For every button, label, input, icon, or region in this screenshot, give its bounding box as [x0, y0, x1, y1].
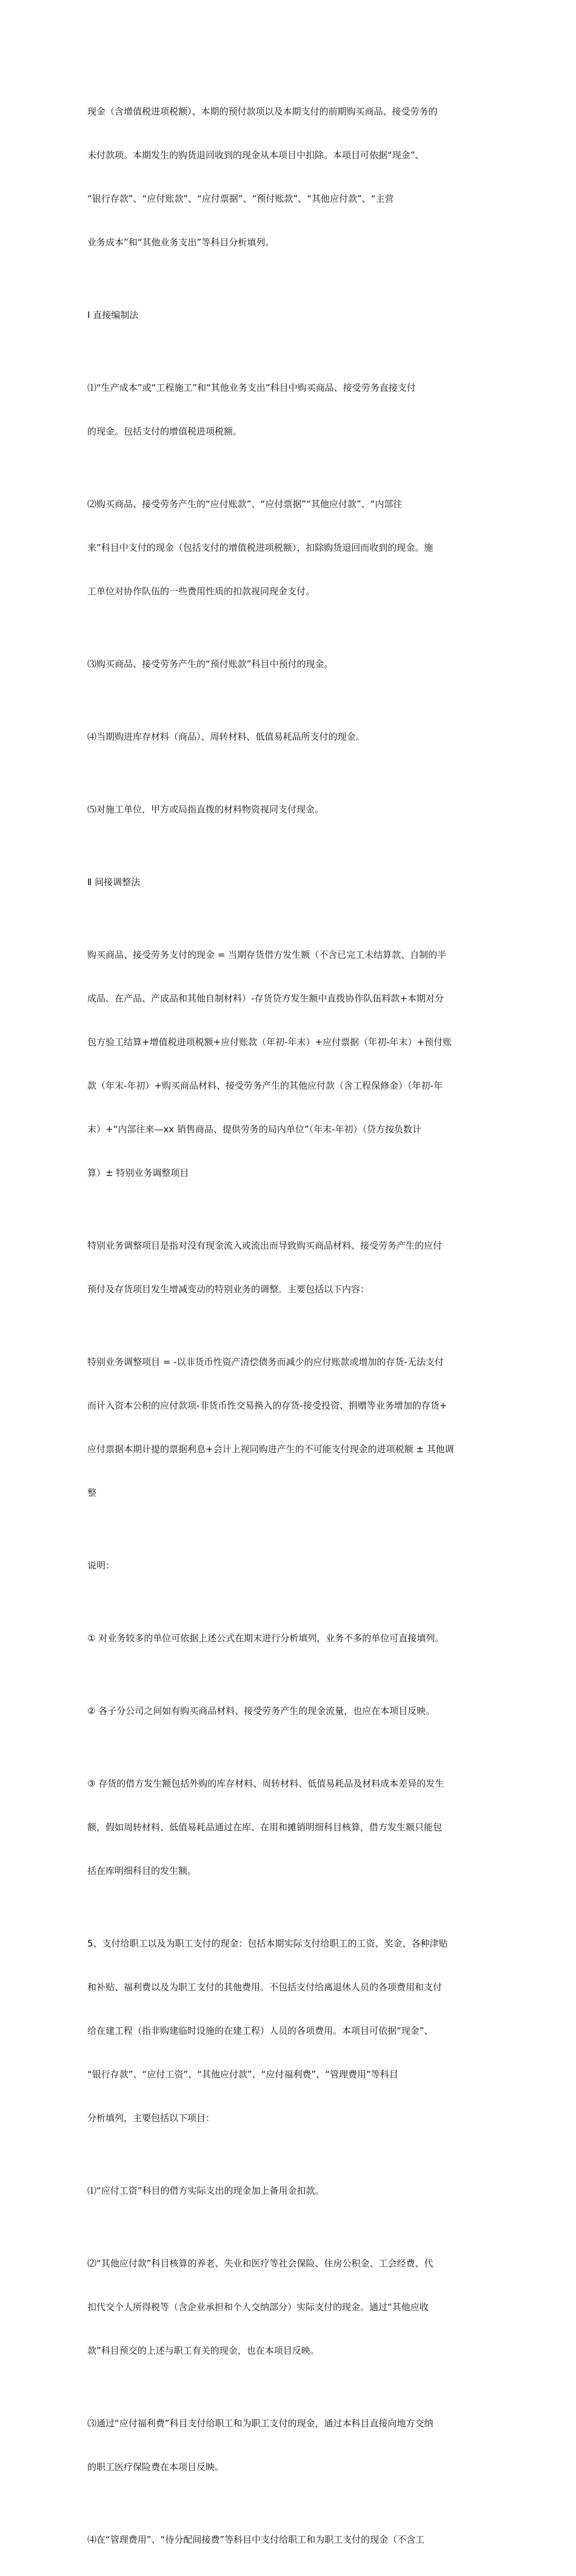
text-line: 整 [87, 1487, 97, 1498]
text-line: 的现金。包括支付的增值税进项税额。 [87, 426, 243, 437]
employee-item-4 [87, 2503, 490, 2576]
text-line: 来”科目中支付的现金（包括支付的增值税进项税额），扣除购货退回而收到的现金。施 [87, 542, 434, 553]
document-page [87, 75, 490, 2576]
note-item-3 [87, 1747, 490, 1907]
text-line: 工单位对协作队伍的一些费用性质的扣款视同现金支付。 [87, 586, 315, 597]
text-line: ⑸对施工单位，甲方或局指直拨的材料物资视同支付现金。 [87, 804, 324, 815]
employee-item-3 [87, 2387, 490, 2503]
text-line: Ⅰ 直接编制法 [87, 310, 139, 320]
text-line: ⑶通过“应付福利费”科目支付给职工和为职工支付的现金，通过本科目直接向地方交纳 [87, 2418, 434, 2429]
text-line: 算）± 特别业务调整项目 [87, 1167, 189, 1178]
text-line: 未付款项。本期发生的购货退回收到的现金从本项目中扣除。本项目可依据“现金”、 [87, 150, 424, 161]
text-line: “银行存款”、“应付账款”、“应付票据”、“预付账款”、“其他应付款”、“主营 [87, 193, 394, 204]
text-line: 包方验工结算+增值税进项税额+应付账款（年初-年末）+应付票据（年初-年末）+预付账 [87, 1037, 452, 1047]
text-line: 和补贴、福利费以及为职工支付的其他费用。不包括支付给离退休人员的各项费用和支付 [87, 1982, 443, 1993]
paragraph-employee-cash [87, 1907, 490, 2154]
heading-notes [87, 1529, 490, 1602]
list-item-2 [87, 468, 490, 628]
text-line: ⑶购买商品、接受劳务产生的“预付账款”科目中预付的现金。 [87, 659, 333, 669]
text-line: 5、支付给职工以及为职工支付的现金：包括本期实际支付给职工的工资、奖金、各种津贴 [87, 1938, 448, 1949]
text-line: “银行存款”、“应付工资”、“其他应付款”、“应付福利费”、“管理费用”等科目 [87, 2069, 398, 2080]
text-line: 现金（含增值税进项税额）、本期的预付款项以及本期支付的前期购买商品、接受劳务的 [87, 106, 438, 117]
text-line: 预付及存货项目发生增减变动的特别业务的调整。主要包括以下内容： [87, 1284, 370, 1295]
paragraph-purchase-cash-definition [87, 75, 490, 279]
text-line: 说明： [87, 1560, 115, 1571]
employee-item-2 [87, 2227, 490, 2387]
text-line: 额，假如周转材料、低值易耗品通过在库、在用和摊销明细科目核算，借方发生额只能包 [87, 1822, 443, 1833]
list-item-1 [87, 351, 490, 468]
text-line: 括在库明细科目的发生额。 [87, 1865, 197, 1876]
list-item-3 [87, 628, 490, 700]
text-line: 而计入资本公积的应付款项-非货币性交易换入的存货-接受投资、捐赠等业务增加的存货+ [87, 1400, 447, 1411]
text-line: ② 各子分公司之间如有购买商品材料、接受劳务产生的现金流量，也应在本项目反映。 [87, 1705, 435, 1716]
text-line: ⑴“应付工资”科目的借方实际支出的现金加上备用金扣款。 [87, 2185, 324, 2196]
text-line: 特别业务调整项目 = -以非货币性资产清偿债务而减少的应付账款或增加的存货-无法支付 [87, 1356, 444, 1367]
text-line: 分析填列，主要包括以下项目： [87, 2113, 215, 2123]
text-line: 款（年末-年初）+购买商品材料、接受劳务产生的其他应付款（含工程保修金）（年初-年 [87, 1080, 443, 1091]
text-line: 业务成本”和“其他业务支出”等科目分析填列。 [87, 237, 275, 248]
text-line: Ⅱ 间接调整法 [87, 877, 141, 888]
text-line: ⑷当期购进库存材料（商品）、周转材料、低值易耗品所支付的现金。 [87, 731, 365, 742]
text-line: 末）+“内部往来—xx 销售商品、提供劳务的局内单位”（年末-年初）（贷方按负数计 [87, 1124, 422, 1135]
text-line: 成品、在产品、产成品和其他自制材料）-存货贷方发生额中直拨协作队伍料款+本期对分 [87, 993, 444, 1004]
text-line: 款”科目预交的上述与职工有关的现金，也在本项目反映。 [87, 2345, 320, 2356]
heading-direct-method [87, 279, 490, 351]
text-line: ⑵“其他应付款”科目核算的养老、失业和医疗等社会保险、住房公积金、工会经费、代 [87, 2258, 434, 2269]
text-line: 给在建工程（指非购建临时设施的在建工程）人员的各项费用。本项目可依据“现金”、 [87, 2025, 434, 2036]
list-item-4 [87, 700, 490, 773]
text-line: ① 对业务较多的单位可依据上述公式在期末进行分析填列，业务不多的单位可直接填列。 [87, 1633, 444, 1644]
text-line: 购买商品、接受劳务支付的现金 = 当期存货借方发生额（不含已完工未结算款、自制的半 [87, 949, 447, 960]
paragraph-special-adjustment-definition [87, 1209, 490, 1326]
note-item-1 [87, 1602, 490, 1675]
text-line: ⑴“生产成本”或“工程施工”和“其他业务支出”科目中购买商品、接受劳务直接支付 [87, 382, 416, 393]
text-line: 应付票据本期计提的票据利息+会计上视同购进产生的不可能支付现金的进项税额 ± 其他调 [87, 1444, 454, 1455]
text-line: 的职工医疗保险费在本项目反映。 [87, 2461, 224, 2472]
employee-item-1 [87, 2154, 490, 2227]
paragraph-special-adjustment-formula [87, 1326, 490, 1529]
text-line: ⑷在“管理费用”、“待分配间接费”等科目中支付给职工和为职工支付的现金（不含工 [87, 2534, 425, 2545]
list-item-5 [87, 773, 490, 846]
note-item-2 [87, 1675, 490, 1747]
paragraph-formula [87, 918, 490, 1209]
heading-indirect-method [87, 846, 490, 918]
text-line: ⑵购买商品、接受劳务产生的“应付账款”、“应付票据”“其他应付款”、“内部往 [87, 499, 403, 510]
text-line: 扣代交个人所得税等（含企业承担和个人交纳部分）实际支付的现金。通过“其他应收 [87, 2302, 429, 2312]
text-line: 特别业务调整项目是指对没有现金流入或流出而导致购买商品材料、接受劳务产生的应付 [87, 1240, 443, 1251]
text-line: ③ 存货的借方发生额包括外购的库存材料、周转材料、低值易耗品及材料成本差异的发生 [87, 1778, 444, 1789]
